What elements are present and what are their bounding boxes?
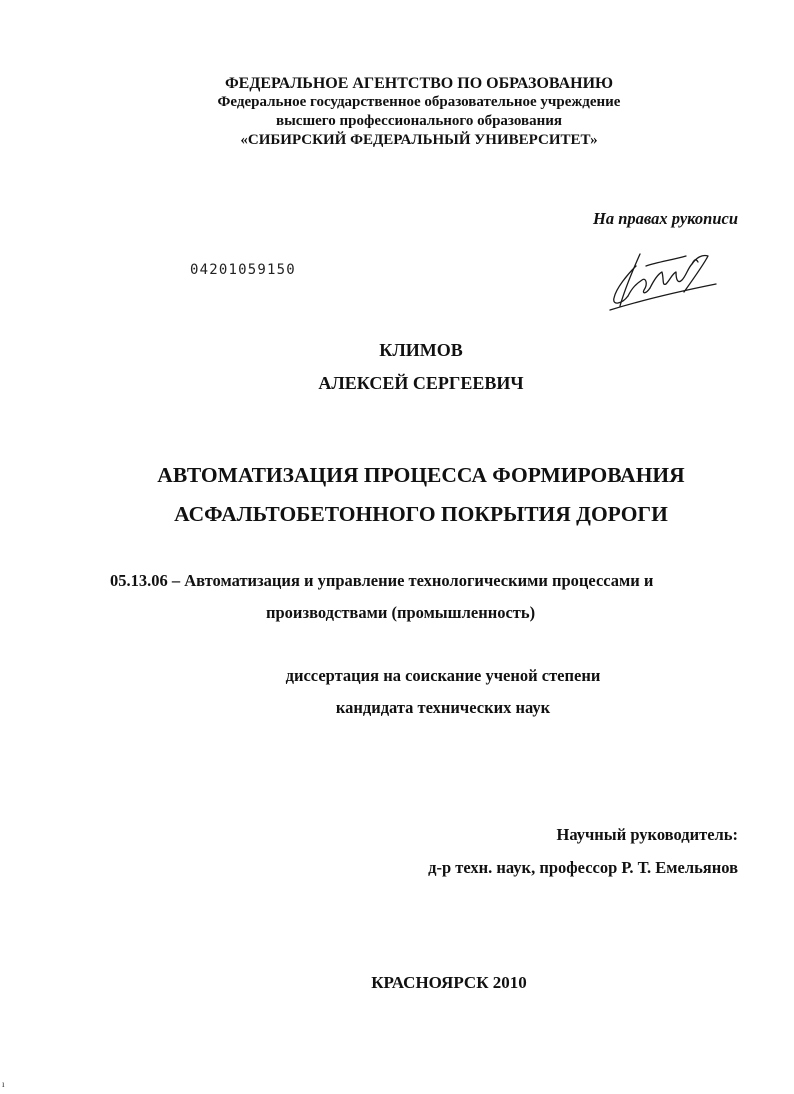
handwritten-signature: [606, 244, 722, 314]
education-level: высшего профессионального образования: [275, 113, 562, 129]
supervisor-label: Научный руководитель:: [556, 825, 738, 844]
dissertation-title: [24, 456, 794, 534]
city-year: КРАСНОЯРСК 2010: [371, 973, 527, 992]
degree-line-1: диссертация на соискание ученой степени: [285, 666, 601, 685]
supervisor-block: [428, 818, 738, 884]
title-line-1: АВТОМАТИЗАЦИЯ ПРОЦЕССА ФОРМИРОВАНИЯ: [157, 463, 685, 487]
author-surname: КЛИМОВ: [379, 340, 463, 360]
supervisor-name: д-р техн. наук, профессор Р. Т. Емельянов: [428, 858, 738, 877]
specialty-code: [110, 565, 740, 629]
specialty-line-1: 05.13.06 – Автоматизация и управление технологическими процессами и: [110, 571, 654, 590]
degree-statement: [46, 660, 794, 724]
author-block: [24, 334, 794, 400]
title-line-2: АСФАЛЬТОБЕТОННОГО ПОКРЫТИЯ ДОРОГИ: [174, 502, 668, 526]
degree-line-2: кандидата технических наук: [335, 698, 551, 717]
specialty-line-2: производствами (промышленность): [266, 603, 536, 622]
institution-type: Федеральное государственное образовательное учреждение: [217, 94, 621, 110]
university-name: «СИБИРСКИЙ ФЕДЕРАЛЬНЫЙ УНИВЕРСИТЕТ»: [240, 132, 598, 148]
manuscript-rights-note: На правах рукописи: [593, 209, 738, 228]
catalog-number: 04201059150: [190, 262, 296, 278]
author-given-names: АЛЕКСЕЙ СЕРГЕЕВИЧ: [318, 373, 524, 393]
scan-mark: ı: [2, 1079, 5, 1089]
institution-header: [22, 74, 794, 150]
agency-name: ФЕДЕРАЛЬНОЕ АГЕНТСТВО ПО ОБРАЗОВАНИЮ: [224, 75, 614, 92]
